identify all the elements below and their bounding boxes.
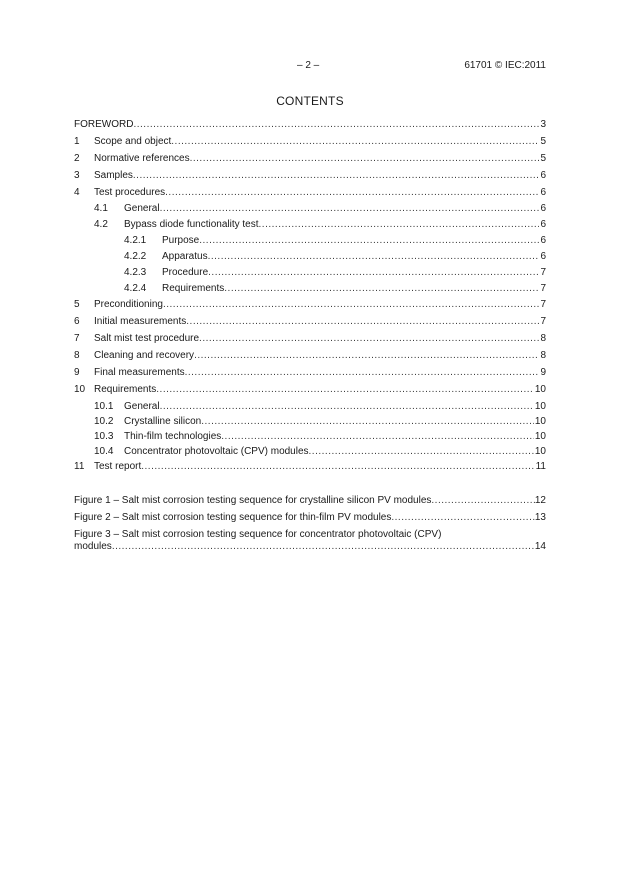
- toc-page: 3: [540, 119, 546, 130]
- dot-leader: [190, 152, 540, 165]
- dot-leader: [163, 298, 540, 311]
- toc-entry[interactable]: [74, 460, 546, 473]
- toc-page: 10: [534, 384, 546, 395]
- figure-label: Figure 3 – Salt mist corrosion testing sequence for concentrator photovoltaic (CPV): [74, 529, 442, 540]
- toc-number: 6: [74, 316, 80, 327]
- toc-entry[interactable]: [74, 234, 546, 247]
- toc-label: Test procedures: [94, 187, 166, 198]
- toc-label: Thin-film technologies: [124, 431, 222, 442]
- toc-number: 7: [74, 333, 80, 344]
- toc-label: Final measurements: [94, 367, 185, 378]
- toc-number: 11: [74, 461, 85, 472]
- toc-number: 3: [74, 170, 80, 181]
- page-number: – 2 –: [297, 60, 320, 71]
- toc-page: 6: [540, 170, 546, 181]
- toc-page: 11: [535, 461, 546, 472]
- toc-label: FOREWORD: [74, 119, 134, 130]
- toc-entry[interactable]: [74, 152, 546, 165]
- toc-entry[interactable]: [74, 415, 546, 428]
- dot-leader: [160, 400, 534, 413]
- dot-leader: [208, 250, 540, 263]
- toc-number: 9: [74, 367, 80, 378]
- dot-leader: [185, 366, 540, 379]
- dot-leader: [208, 266, 539, 279]
- toc-label: Crystalline silicon: [124, 416, 202, 427]
- toc-label: Samples: [94, 170, 133, 181]
- toc-page: 8: [540, 333, 546, 344]
- toc-page: 10: [534, 446, 546, 457]
- toc-entry[interactable]: [74, 282, 546, 295]
- figure-page: 14: [534, 541, 546, 552]
- toc-entry[interactable]: [74, 266, 546, 279]
- figure-page: 13: [534, 512, 546, 523]
- toc-label: Apparatus: [162, 251, 208, 262]
- figure-entry[interactable]: [74, 495, 546, 507]
- toc-number: 10.1: [94, 401, 114, 412]
- toc-page: 7: [540, 299, 546, 310]
- toc-label: Preconditioning: [94, 299, 163, 310]
- toc-entry[interactable]: [74, 332, 546, 345]
- toc-page: 5: [540, 153, 546, 164]
- toc-label: Cleaning and recovery: [94, 350, 195, 361]
- toc-page: 6: [540, 203, 546, 214]
- toc-label: Initial measurements: [94, 316, 187, 327]
- figure-label: Figure 1 – Salt mist corrosion testing sequence for crystalline silicon PV modules: [74, 495, 432, 506]
- toc-page: 7: [540, 316, 546, 327]
- toc-label: Purpose: [162, 235, 200, 246]
- toc-number: 10.4: [94, 446, 114, 457]
- dot-leader: [221, 430, 534, 443]
- dot-leader: [186, 315, 539, 328]
- toc-number: 4: [74, 187, 80, 198]
- toc-number: 4.1: [94, 203, 108, 214]
- toc-page: 8: [540, 350, 546, 361]
- toc-page: 10: [534, 431, 546, 442]
- toc-entry[interactable]: [74, 315, 546, 328]
- toc-number: 4.2.1: [124, 235, 147, 246]
- toc-entry[interactable]: [74, 349, 546, 362]
- dot-leader: [133, 118, 539, 131]
- dot-leader: [160, 202, 540, 215]
- toc-number: 4.2.3: [124, 267, 147, 278]
- dot-leader: [194, 349, 539, 362]
- dot-leader: [199, 234, 539, 247]
- toc-number: 8: [74, 350, 80, 361]
- toc-number: 2: [74, 153, 80, 164]
- dot-leader: [391, 512, 535, 524]
- dot-leader: [201, 415, 534, 428]
- toc-page: 7: [540, 283, 546, 294]
- toc-label: Requirements: [94, 384, 157, 395]
- toc-page: 6: [540, 251, 546, 262]
- dot-leader: [112, 541, 535, 553]
- dot-leader: [133, 169, 540, 182]
- dot-leader: [199, 332, 539, 345]
- toc-label: Bypass diode functionality test: [124, 219, 259, 230]
- toc-entry[interactable]: [74, 169, 546, 182]
- toc-label: Test report: [94, 461, 142, 472]
- toc-entry[interactable]: [74, 218, 546, 231]
- dot-leader: [165, 186, 539, 199]
- toc-page: 6: [540, 187, 546, 198]
- toc-entry[interactable]: [74, 135, 546, 148]
- dot-leader: [259, 218, 540, 231]
- toc-page: 10: [534, 416, 546, 427]
- toc-number: 5: [74, 299, 80, 310]
- figure-page: 12: [534, 495, 546, 506]
- toc-page: 5: [540, 136, 546, 147]
- toc-number: 4.2: [94, 219, 108, 230]
- toc-label: Scope and object: [94, 136, 172, 147]
- toc-page: 6: [540, 219, 546, 230]
- toc-entry[interactable]: [74, 186, 546, 199]
- dot-leader: [171, 135, 539, 148]
- toc-number: 4.2.4: [124, 283, 147, 294]
- contents-title: CONTENTS: [276, 94, 344, 108]
- toc-label: General: [124, 401, 160, 412]
- toc-number: 10: [74, 384, 86, 395]
- toc-page: 7: [540, 267, 546, 278]
- toc-page: 9: [540, 367, 546, 378]
- dot-leader: [309, 445, 534, 458]
- toc-entry-foreword[interactable]: [74, 118, 546, 131]
- toc-number: 4.2.2: [124, 251, 147, 262]
- page-header: [0, 60, 620, 74]
- dot-leader: [141, 460, 534, 473]
- toc-label: Normative references: [94, 153, 190, 164]
- toc-label: Concentrator photovoltaic (CPV) modules: [124, 446, 309, 457]
- toc-entry[interactable]: [74, 250, 546, 263]
- table-of-contents: [74, 118, 546, 553]
- standard-identifier: 61701 © IEC:2011: [464, 60, 546, 71]
- toc-entry[interactable]: [74, 445, 546, 458]
- figure-entry[interactable]: [74, 512, 546, 524]
- toc-number: 10.3: [94, 431, 114, 442]
- dot-leader: [224, 282, 539, 295]
- dot-leader: [156, 383, 534, 396]
- toc-entry[interactable]: [74, 366, 546, 379]
- toc-number: 1: [74, 136, 80, 147]
- toc-entry[interactable]: [74, 298, 546, 311]
- toc-label: Salt mist test procedure: [94, 333, 200, 344]
- toc-entry[interactable]: [74, 430, 546, 443]
- toc-page: 10: [534, 401, 546, 412]
- toc-label: Requirements: [162, 283, 225, 294]
- toc-entry[interactable]: [74, 202, 546, 215]
- toc-label: Procedure: [162, 267, 209, 278]
- toc-number: 10.2: [94, 416, 114, 427]
- toc-entry[interactable]: [74, 383, 546, 396]
- toc-entry[interactable]: [74, 400, 546, 413]
- toc-label: General: [124, 203, 160, 214]
- figure-label: Figure 2 – Salt mist corrosion testing sequence for thin-film PV modules: [74, 512, 392, 523]
- figure-label-continued: modules: [74, 541, 112, 552]
- figure-entry[interactable]: [74, 529, 546, 553]
- toc-page: 6: [540, 235, 546, 246]
- dot-leader: [431, 495, 534, 507]
